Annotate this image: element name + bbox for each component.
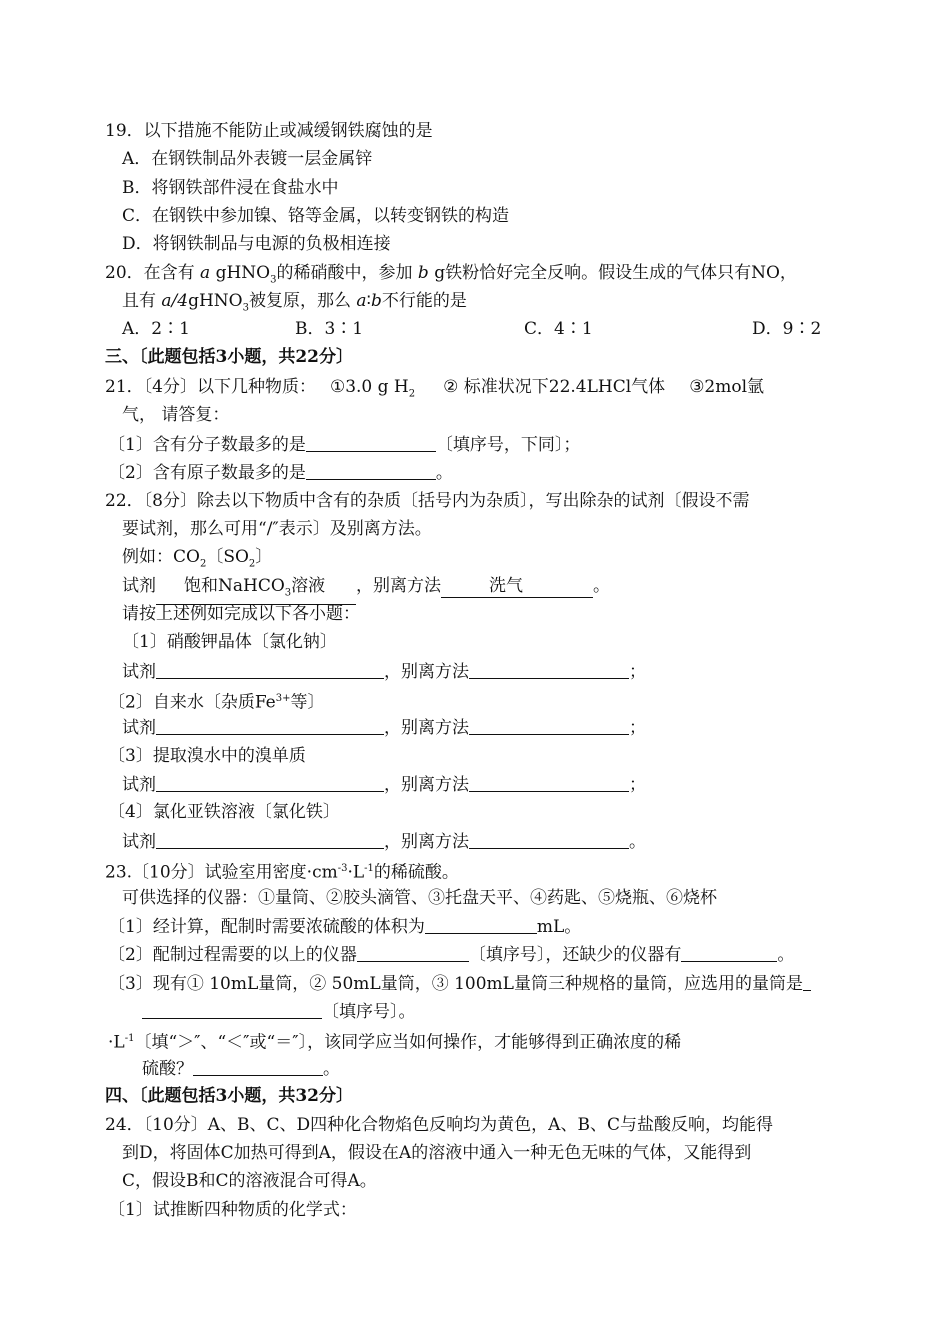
q24-part1: 〔1〕试推断四种物质的化学式： bbox=[108, 1200, 357, 1220]
q23-part3-cont: 〔填序号〕。 bbox=[142, 1000, 416, 1023]
q20-stem-line1: 20．在含有 a gHNO$_3$的稀硝酸中，参加 b g铁粉恰好完全反响。假设生成的气体只有NO， bbox=[105, 263, 797, 286]
q22-line1: 22．〔8分〕除去以下物质中含有的杂质〔括号内为杂质〕，写出除杂的试剂〔假设不需 bbox=[105, 491, 750, 511]
q22-line2: 要试剂，那么可用“/″表示〕及别离方法。 bbox=[122, 519, 432, 539]
q20-option-d: D．9∶2 bbox=[752, 319, 822, 339]
q23-missing-instrument-blank[interactable] bbox=[681, 943, 777, 962]
q23-part2: 〔2〕配制过程需要的以上的仪器 〔填序号〕，还缺少的仪器有 。 bbox=[108, 945, 795, 965]
q22-sub4-method-blank[interactable] bbox=[469, 830, 629, 849]
q21-line2: 气， 请答复： bbox=[122, 405, 230, 425]
section-4-heading: 四、〔此题包括3小题，共32分〕 bbox=[105, 1086, 353, 1106]
q24-line1: 24．〔10分〕A、B、C、D四种化合物焰色反响均为黄色，A、B、C与盐酸反响，均能得 bbox=[105, 1115, 773, 1135]
q21-line1: 21．〔4分〕以下几种物质： ①3.0 g $H_2$ ② 标准状况下22.4LHCl气体 ③2mol氩 bbox=[105, 377, 765, 400]
q22-sub3-title: 〔3〕提取溴水中的溴单质 bbox=[108, 746, 306, 766]
q20-option-c: C．4∶1 bbox=[524, 319, 593, 339]
q19-option-d: D．将钢铁制品与电源的负极相连接 bbox=[122, 234, 391, 254]
q19-stem: 19．以下措施不能防止或减缓钢铁腐蚀的是 bbox=[105, 121, 433, 141]
q20-option-b: B．3∶1 bbox=[295, 319, 364, 339]
q23-cylinder-blank-start[interactable] bbox=[803, 972, 811, 991]
q23-cylinder-blank[interactable] bbox=[142, 1000, 322, 1019]
q22-sub1-answer: 试剂 ，别离方法 ； bbox=[122, 662, 646, 682]
q22-sub2-answer: 试剂 ，别离方法 ； bbox=[122, 718, 646, 738]
q22-sub2-title: 〔2〕自来水〔杂质$Fe^{3+}$等〕 bbox=[108, 692, 325, 713]
q23-line1: 23.〔10分〕试验室用密度$\cdot cm^{-3}\cdot L^{-1}$的稀硫酸。 bbox=[105, 862, 459, 883]
q23-part4-cont: 硫酸？ 。 bbox=[142, 1059, 340, 1079]
q22-sub1-method-blank[interactable] bbox=[469, 660, 629, 679]
q22-sub2-method-blank[interactable] bbox=[469, 716, 629, 735]
q23-instruments-blank[interactable] bbox=[357, 943, 469, 962]
q19-option-b: B．将钢铁部件浸在食盐水中 bbox=[122, 178, 339, 198]
q23-part4: $\cdot L^{-1}$〔填“＞″、“＜″或“＝″〕，该同学应当如何操作，才能够得到正确浓度的稀 bbox=[108, 1032, 682, 1053]
q22-example-answer: 试剂 饱和NaHCO$_3$溶液 ，别离方法 洗气 。 bbox=[122, 575, 610, 605]
q21-answer-blank-2[interactable] bbox=[306, 461, 436, 480]
q24-line2: 到D，将固体C加热可得到A，假设在A的溶液中通入一种无色无味的气体，又能得到 bbox=[122, 1143, 752, 1163]
q19-option-c: C．在钢铁中参加镍、铬等金属，以转变钢铁的构造 bbox=[122, 206, 510, 226]
q23-part1: 〔1〕经计算，配制时需要浓硫酸的体积为 mL。 bbox=[108, 917, 582, 937]
q21-part2: 〔2〕含有原子数最多的是 。 bbox=[108, 463, 453, 483]
q23-instruments: 可供选择的仪器：①量筒、②胶头滴管、③托盘天平、④药匙、⑤烧瓶、⑥烧杯 bbox=[122, 888, 717, 908]
q24-line3: C，假设B和C的溶液混合可得A。 bbox=[122, 1171, 377, 1191]
section-3-heading: 三、〔此题包括3小题，共22分〕 bbox=[105, 347, 353, 367]
q20-stem-line2: 且有 a/4gHNO$_3$被复原，那么 a∶b不行能的是 bbox=[122, 291, 467, 314]
q23-volume-blank[interactable] bbox=[425, 915, 537, 934]
q20-option-a: A．2∶1 bbox=[122, 319, 190, 339]
q22-sub3-reagent-blank[interactable] bbox=[156, 773, 384, 792]
q22-instructions: 请按上述例如完成以下各小题： bbox=[122, 604, 360, 624]
q22-sub1-reagent-blank[interactable] bbox=[156, 660, 384, 679]
q23-part3: 〔3〕现有① 10mL量筒，② 50mL量筒，③ 100mL量筒三种规格的量筒，应选用的量筒是 bbox=[108, 972, 811, 995]
q21-answer-blank-1[interactable] bbox=[306, 433, 436, 452]
q22-sub3-answer: 试剂 ，别离方法 ； bbox=[122, 775, 646, 795]
q22-sub4-reagent-blank[interactable] bbox=[156, 830, 384, 849]
q22-sub3-method-blank[interactable] bbox=[469, 773, 629, 792]
q22-sub4-title: 〔4〕氯化亚铁溶液〔氯化铁〕 bbox=[108, 802, 340, 822]
q22-sub1-title: 〔1〕硝酸钾晶体〔氯化钠〕 bbox=[122, 632, 337, 652]
q22-example: 例如：$CO_2$〔$SO_2$〕 bbox=[122, 547, 273, 570]
q22-sub2-reagent-blank[interactable] bbox=[156, 716, 384, 735]
q23-operation-blank[interactable] bbox=[193, 1057, 323, 1076]
q19-option-a: A．在钢铁制品外表镀一层金属锌 bbox=[122, 149, 373, 169]
q22-sub4-answer: 试剂 ，别离方法 。 bbox=[122, 832, 646, 852]
q21-part1: 〔1〕含有分子数最多的是 〔填序号，下同〕； bbox=[108, 435, 581, 455]
